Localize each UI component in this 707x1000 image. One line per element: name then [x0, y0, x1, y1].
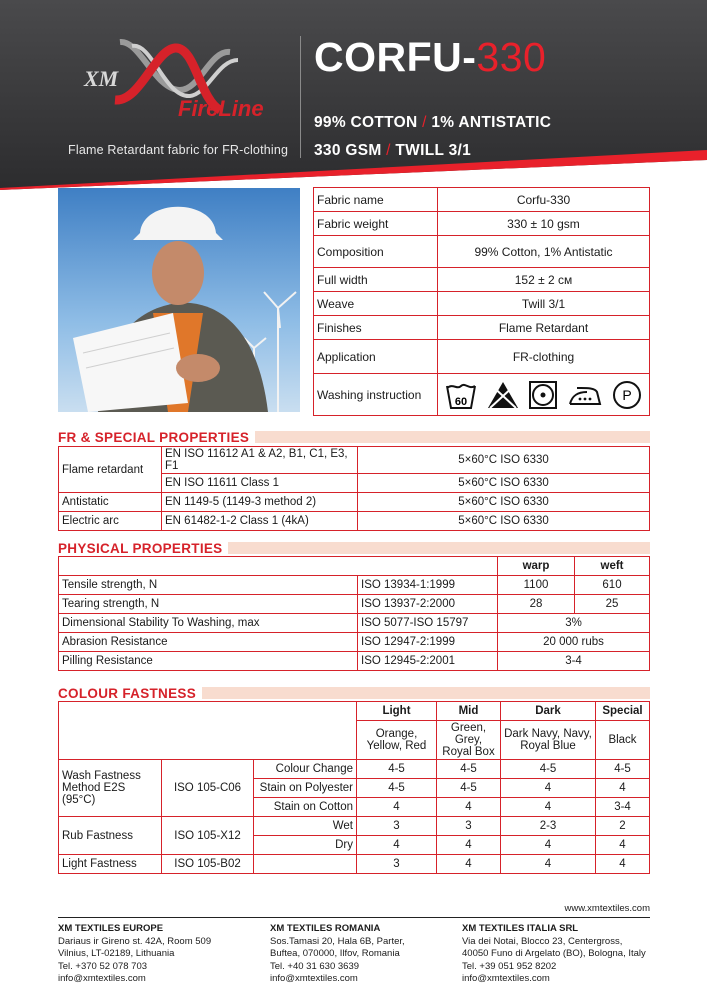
value-cell: 4: [596, 836, 650, 855]
property-name: Dimensional Stability To Washing, max: [59, 614, 358, 633]
no-bleach-icon: [486, 380, 520, 410]
table-row: [314, 374, 650, 416]
table-row: [59, 760, 650, 779]
standard: ISO 13934-1:1999: [358, 576, 498, 595]
office-address: Sos.Tamasi 20, Hala 6B, Parter,: [270, 935, 405, 947]
info-value: FR-clothing: [438, 340, 650, 374]
fr-section-heading: [58, 430, 650, 444]
office-phone: Tel. +39 051 952 8202: [462, 960, 557, 972]
table-row: [59, 512, 650, 531]
xm-fireline-logo: [60, 30, 290, 130]
info-value: 99% Cotton, 1% Antistatic: [438, 236, 650, 268]
test-label: Stain on Polyester: [254, 779, 357, 798]
office-romania: [270, 923, 405, 986]
value-cell: 4-5: [437, 779, 501, 798]
office-city: Buftea, 070000, Ilfov, Romania: [270, 948, 400, 959]
value-cell: 4: [501, 836, 596, 855]
warp-value: 1100: [498, 576, 575, 595]
info-value: 152 ± 2 см: [438, 268, 650, 292]
office-city: 40050 Funo di Argelato (BO), Bologna, Italy: [462, 948, 646, 959]
header-weft: weft: [575, 557, 650, 576]
standard: ISO 12945-2:2001: [358, 652, 498, 671]
value-cell: 4-5: [357, 760, 437, 779]
combined-value: 3-4: [498, 652, 650, 671]
table-row: [314, 268, 650, 292]
result: 5×60°C ISO 6330: [358, 474, 650, 493]
property-name: Tearing strength, N: [59, 595, 358, 614]
office-city: Vilnius, LT-02189, Lithuania: [58, 948, 175, 959]
header-warp: warp: [498, 557, 575, 576]
office-europe: [58, 923, 211, 986]
standard: ISO 12947-2:1999: [358, 633, 498, 652]
section-title: PHYSICAL PROPERTIES: [58, 541, 228, 556]
logo-xm-text: XM: [84, 66, 119, 91]
test-name: Light Fastness: [59, 855, 162, 874]
subheader: Dark Navy, Navy, Royal Blue: [501, 721, 596, 760]
test-label: Colour Change: [254, 760, 357, 779]
value-cell: 4: [357, 798, 437, 817]
info-value: Corfu-330: [438, 188, 650, 212]
office-address: Dariaus ir Gireno st. 42A, Room 509: [58, 935, 212, 947]
standard: ISO 13937-2:2000: [358, 595, 498, 614]
table-row: [59, 652, 650, 671]
table-row: [59, 633, 650, 652]
weft-value: 25: [575, 595, 650, 614]
test-label: [254, 855, 357, 874]
standard: EN ISO 11611 Class 1: [162, 474, 358, 493]
table-row: [314, 236, 650, 268]
table-row: [59, 855, 650, 874]
standard: ISO 105-C06: [162, 760, 254, 817]
info-key: Fabric weight: [314, 212, 438, 236]
physical-properties-table: [58, 556, 650, 671]
wash-60-icon: [445, 380, 477, 410]
table-row: [314, 212, 650, 236]
value-cell: 4-5: [357, 779, 437, 798]
header-special: Special: [596, 702, 650, 721]
subheader: Green, Grey, Royal Box: [437, 721, 501, 760]
spec-cotton: 99% COTTON: [314, 114, 418, 131]
table-header-row: [59, 557, 650, 576]
standard: EN 61482-1-2 Class 1 (4kA): [162, 512, 358, 531]
table-row: [59, 817, 650, 836]
header: [0, 0, 707, 190]
value-cell: 4: [437, 798, 501, 817]
table-row: [314, 340, 650, 374]
standard: ISO 105-X12: [162, 817, 254, 855]
spec-weight-weave: [314, 142, 471, 160]
spec-separator: /: [381, 142, 396, 159]
table-header-row: [59, 702, 650, 721]
value-cell: 2: [596, 817, 650, 836]
spec-antistatic: 1% ANTISTATIC: [431, 114, 552, 131]
value-cell: 4: [501, 798, 596, 817]
svg-text:P: P: [622, 386, 632, 403]
colour-section-heading: [58, 686, 650, 700]
property-name: Tensile strength, N: [59, 576, 358, 595]
value-cell: 3-4: [596, 798, 650, 817]
section-bar: [255, 431, 650, 443]
product-title: [314, 34, 546, 81]
standard: ISO 105-B02: [162, 855, 254, 874]
header-dark: Dark: [501, 702, 596, 721]
office-name: XM TEXTILES ROMANIA: [270, 923, 381, 934]
washing-icons-cell: [438, 374, 650, 416]
title-number: 330: [476, 34, 547, 80]
subheader: Black: [596, 721, 650, 760]
result: 5×60°C ISO 6330: [358, 447, 650, 474]
table-row: [59, 493, 650, 512]
fr-properties-table: [58, 446, 650, 531]
tagline: Flame Retardant fabric for FR-clothing: [68, 143, 289, 157]
office-name: XM TEXTILES ITALIA SRL: [462, 923, 579, 934]
value-cell: 4: [596, 855, 650, 874]
table-row: [314, 188, 650, 212]
office-email[interactable]: info@xmtextiles.com: [270, 973, 358, 984]
property-name: Antistatic: [59, 493, 162, 512]
info-key: Weave: [314, 292, 438, 316]
value-cell: 4-5: [501, 760, 596, 779]
info-key: Washing instruction: [314, 374, 438, 416]
physical-section-heading: [58, 541, 650, 555]
standard: EN ISO 11612 A1 & A2, B1, C1, E3, F1: [162, 447, 358, 474]
office-name: XM TEXTILES EUROPE: [58, 923, 164, 934]
value-cell: 3: [357, 817, 437, 836]
combined-value: 3%: [498, 614, 650, 633]
spec-separator: /: [417, 114, 432, 131]
table-row: [59, 447, 650, 474]
test-label: Stain on Cotton: [254, 798, 357, 817]
info-key: Fabric name: [314, 188, 438, 212]
spec-composition: [314, 114, 551, 132]
footer-divider: [58, 917, 650, 918]
office-address: Via dei Notai, Blocco 23, Centergross,: [462, 935, 623, 947]
value-cell: 3: [357, 855, 437, 874]
table-row: [314, 292, 650, 316]
warp-value: 28: [498, 595, 575, 614]
worker-photo: [58, 188, 300, 412]
test-label: Wet: [254, 817, 357, 836]
property-name: Flame retardant: [59, 447, 162, 493]
info-key: Full width: [314, 268, 438, 292]
info-key: Application: [314, 340, 438, 374]
office-email[interactable]: info@xmtextiles.com: [58, 973, 146, 984]
value-cell: 4: [501, 855, 596, 874]
svg-text:60: 60: [455, 395, 468, 408]
value-cell: 4: [437, 855, 501, 874]
property-name: Electric arc: [59, 512, 162, 531]
combined-value: 20 000 rubs: [498, 633, 650, 652]
info-key: Composition: [314, 236, 438, 268]
logo-fireline-text: FireLine: [178, 96, 264, 121]
value-cell: 2-3: [501, 817, 596, 836]
info-value: 330 ± 10 gsm: [438, 212, 650, 236]
fabric-info-table: [313, 187, 650, 416]
office-phone: Tel. +40 31 630 3639: [270, 960, 360, 972]
info-value: Twill 3/1: [438, 292, 650, 316]
dry-clean-p-icon: [612, 380, 642, 410]
office-italia: [462, 923, 646, 986]
table-row: [59, 595, 650, 614]
result: 5×60°C ISO 6330: [358, 493, 650, 512]
section-bar: [228, 542, 650, 554]
table-row: [59, 614, 650, 633]
standard: EN 1149-5 (1149-3 method 2): [162, 493, 358, 512]
section-title: FR & SPECIAL PROPERTIES: [58, 430, 255, 445]
value-cell: 4: [501, 779, 596, 798]
property-name: Abrasion Resistance: [59, 633, 358, 652]
subheader: Orange, Yellow, Red: [357, 721, 437, 760]
value-cell: 4-5: [437, 760, 501, 779]
test-name: Rub Fastness: [59, 817, 162, 855]
value-cell: 3: [437, 817, 501, 836]
weft-value: 610: [575, 576, 650, 595]
spec-gsm: 330 GSM: [314, 142, 382, 159]
header-light: Light: [357, 702, 437, 721]
spec-twill: TWILL 3/1: [395, 142, 472, 159]
value-cell: 4: [596, 779, 650, 798]
test-label: Dry: [254, 836, 357, 855]
info-value: Flame Retardant: [438, 316, 650, 340]
header-divider: [300, 36, 301, 158]
table-row: [59, 576, 650, 595]
section-title: COLOUR FASTNESS: [58, 686, 202, 701]
header-mid: Mid: [437, 702, 501, 721]
info-key: Finishes: [314, 316, 438, 340]
office-phone: Tel. +370 52 078 703: [58, 960, 148, 972]
header-blank: [59, 702, 357, 760]
table-row: [314, 316, 650, 340]
test-name: Wash Fastness Method E2S (95°C): [59, 760, 162, 817]
value-cell: 4-5: [596, 760, 650, 779]
header-blank: [59, 557, 498, 576]
title-prefix: CORFU-: [314, 34, 477, 80]
tumble-dry-icon: [528, 380, 558, 410]
colour-fastness-table: [58, 701, 650, 874]
section-bar: [202, 687, 650, 699]
standard: ISO 5077-ISO 15797: [358, 614, 498, 633]
website-link[interactable]: www.xmtextiles.com: [564, 903, 650, 914]
iron-icon: [567, 380, 603, 410]
property-name: Pilling Resistance: [59, 652, 358, 671]
value-cell: 4: [437, 836, 501, 855]
office-email[interactable]: info@xmtextiles.com: [462, 973, 550, 984]
result: 5×60°C ISO 6330: [358, 512, 650, 531]
value-cell: 4: [357, 836, 437, 855]
